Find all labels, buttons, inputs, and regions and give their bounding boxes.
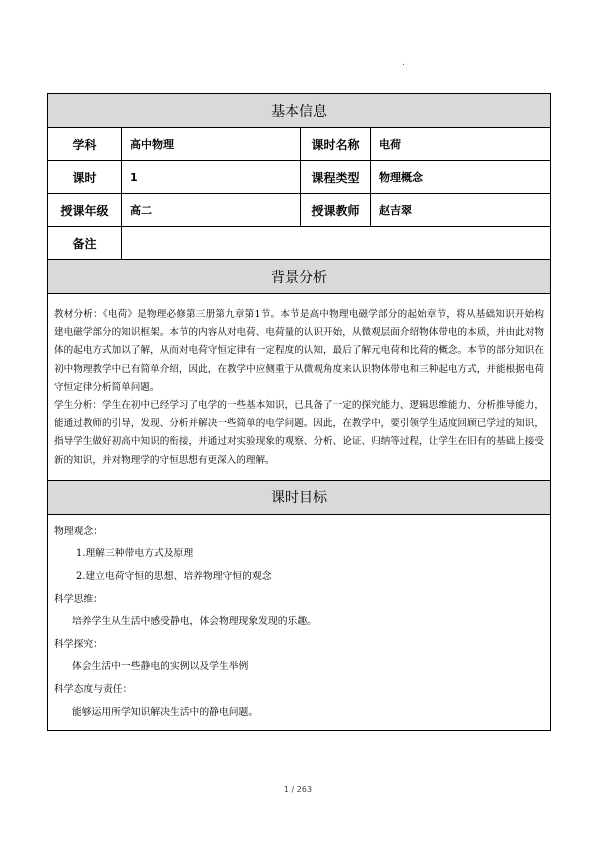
grade-value: 高二 bbox=[122, 194, 301, 227]
attitude-title: 科学态度与责任： bbox=[54, 683, 133, 695]
inquiry-item: 体会生活中一些静电的实例以及学生举例 bbox=[72, 661, 249, 673]
lesson-name-value: 电荷 bbox=[371, 128, 551, 161]
lesson-plan-table bbox=[47, 93, 551, 731]
thinking-item: 培养学生从生活中感受静电，体会物理现象发现的乐趣。 bbox=[72, 616, 317, 628]
subject-value: 高中物理 bbox=[122, 128, 301, 161]
thinking-title: 科学思维： bbox=[54, 593, 103, 605]
period-value: 1 bbox=[122, 161, 301, 194]
remark-label: 备注 bbox=[48, 227, 122, 260]
concept-item-2: 2.建立电荷守恒的思想、培养物理守恒的观念 bbox=[76, 571, 272, 583]
course-type-label: 课程类型 bbox=[301, 161, 371, 194]
inquiry-title: 科学探究： bbox=[54, 638, 103, 650]
subject-label: 学科 bbox=[48, 128, 122, 161]
teacher-label: 授课教师 bbox=[301, 194, 371, 227]
material-analysis: 教材分析：《电荷》是物理必修第三册第九章第1节。本节是高中物理电磁学部分的起始章节，将从基础知识开始构建电磁学部分的知识框架。本节的内容从对电荷、电荷量的认识开始，从微观层面介绍物体带电的本质，并由此对物体的起电方式加以了解，从而对电荷守恒定律有一定程度的认知，最后了解元电荷和比荷的概念。本节的部分知识在初中物理教学中已有简单介绍，因此，在教学中应侧重于从微观角度来认识物体带电和三种起电方式，并能根据电荷守恒定律分析简单问题。 bbox=[54, 309, 544, 393]
background-analysis bbox=[48, 294, 551, 481]
student-analysis: 学生分析：学生在初中已经学习了电学的一些基本知识，已具备了一定的探究能力、逻辑思维能力、分析推导能力，能通过教师的引导，发现、分析并解决一些简单的电学问题。因此，在教学中，要引领学生适度回顾已学过的知识，指导学生做好初高中知识的衔接，并通过对实验现象的观察、分析、论证、归纳等过程，让学生在旧有的基础上接受新的知识，并对物理学的守恒思想有更深入的理解。 bbox=[54, 400, 544, 466]
lesson-name-label: 课时名称 bbox=[301, 128, 371, 161]
period-label: 课时 bbox=[48, 161, 122, 194]
objectives-heading: 课时目标 bbox=[48, 480, 551, 514]
remark-value bbox=[122, 227, 551, 260]
concept-item-1: 1.理解三种带电方式及原理 bbox=[76, 548, 194, 560]
background-heading: 背景分析 bbox=[48, 260, 551, 294]
grade-label: 授课年级 bbox=[48, 194, 122, 227]
teacher-value: 赵吉翠 bbox=[371, 194, 551, 227]
course-type-value: 物理概念 bbox=[371, 161, 551, 194]
objectives-content bbox=[48, 514, 551, 730]
concept-title: 物理观念： bbox=[54, 525, 103, 537]
basic-info-heading: 基本信息 bbox=[48, 94, 551, 128]
page-number: 1 / 263 bbox=[283, 785, 313, 794]
attitude-item: 能够运用所学知识解决生活中的静电问题。 bbox=[72, 706, 259, 718]
header-mark: . bbox=[402, 58, 405, 68]
